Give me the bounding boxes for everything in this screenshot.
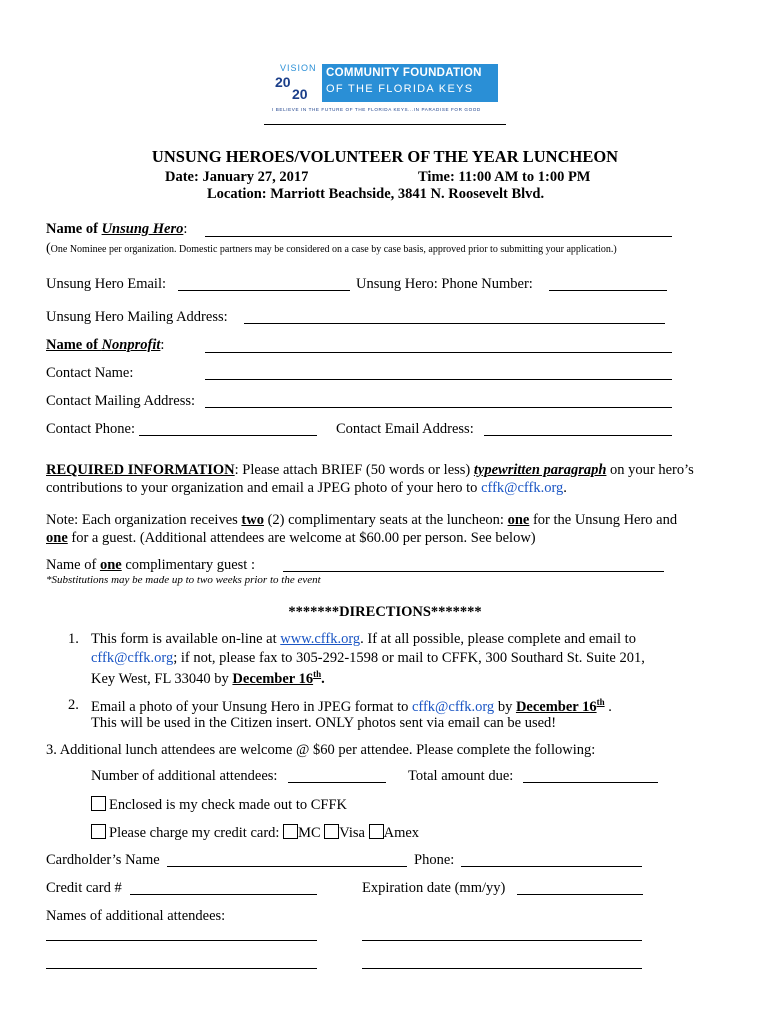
logo-name-line1: COMMUNITY FOUNDATION [326, 67, 482, 79]
credit-card-label: Credit card # [46, 880, 122, 896]
hero-mailing-field[interactable] [244, 323, 665, 324]
required-heading: REQUIRED INFORMATION [46, 462, 235, 478]
mc-checkbox[interactable] [283, 824, 298, 839]
hero-phone-label: Unsung Hero: Phone Number: [356, 276, 533, 292]
num-attendees-field[interactable] [288, 782, 386, 783]
num-attendees-label: Number of additional attendees: [91, 768, 278, 784]
hero-name-label: Name of Unsung Hero: [46, 221, 188, 237]
directions-heading: *******DIRECTIONS******* [288, 604, 482, 620]
contact-phone-field[interactable] [139, 435, 317, 436]
substitutions-note: *Substitutions may be made up to two weeks prior to the event [46, 574, 321, 586]
direction-2-line2: This will be used in the Citizen insert. ONLY photos sent via email can be used! [91, 715, 557, 731]
contact-name-label: Contact Name: [46, 365, 134, 381]
logo-vision-text: VISION [280, 63, 317, 73]
cardholder-label: Cardholder’s Name [46, 852, 160, 868]
hero-email-label: Unsung Hero Email: [46, 276, 167, 292]
attendee-name-field-1[interactable] [46, 940, 317, 941]
logo-tagline: I BELIEVE IN THE FUTURE OF THE FLORIDA KEYS...IN PARADISE FOR GOOD [272, 107, 481, 112]
note-line1: Note: Each organization receives two (2) complimentary seats at the luncheon: one for the Unsung Hero and [46, 512, 678, 528]
phone-label: Phone: [414, 852, 455, 868]
hero-email-field[interactable] [178, 290, 350, 291]
nonprofit-name-label: Name of Nonprofit: [46, 337, 165, 353]
direction-1-line3: Key West, FL 33040 by December 16th. [91, 669, 325, 687]
page-title: UNSUNG HEROES/VOLUNTEER OF THE YEAR LUNCHEON [151, 147, 619, 166]
direction-3: 3. Additional lunch attendees are welcome @ $60 per attendee. Please complete the following: [46, 742, 596, 758]
contact-mailing-label: Contact Mailing Address: [46, 393, 196, 409]
direction-1-number: 1. [68, 631, 79, 647]
hero-name-field[interactable] [205, 236, 672, 237]
event-date: Date: January 27, 2017 [165, 169, 309, 185]
direction-1-line2: cffk@cffk.org; if not, please fax to 305-292-1598 or mail to CFFK, 300 Southard St. Suite 201, [91, 650, 645, 666]
additional-names-label: Names of additional attendees: [46, 908, 226, 924]
event-location: Location: Marriott Beachside, 3841 N. Roosevelt Blvd. [207, 186, 545, 202]
logo-year-top: 20 [275, 74, 291, 90]
credit-card-field[interactable] [130, 894, 317, 895]
contact-email-label: Contact Email Address: [336, 421, 474, 437]
credit-option: Please charge my credit card: MC Visa Amex [91, 824, 419, 842]
check-checkbox[interactable] [91, 796, 106, 811]
attendee-name-field-3[interactable] [46, 968, 317, 969]
guest-label: Name of one complimentary guest : [46, 557, 255, 573]
community-foundation-logo [272, 60, 500, 118]
expiration-field[interactable] [517, 894, 643, 895]
logo-name-line2: OF THE FLORIDA KEYS [326, 83, 474, 95]
contact-name-field[interactable] [205, 379, 672, 380]
phone-field[interactable] [461, 866, 642, 867]
nominee-note: (One Nominee per organization. Domestic partners may be considered on a case by case basis, approved prior to submitting your application.) [46, 241, 617, 256]
direction-1-email-link[interactable]: cffk@cffk.org [91, 650, 174, 666]
logo-divider [264, 124, 506, 125]
contact-phone-label: Contact Phone: [46, 421, 136, 437]
contact-email-field[interactable] [484, 435, 672, 436]
direction-2-line1: Email a photo of your Unsung Hero in JPEG format to cffk@cffk.org by December 16th . [91, 697, 612, 715]
direction-2-number: 2. [68, 697, 79, 713]
check-option: Enclosed is my check made out to CFFK [91, 796, 347, 814]
website-link[interactable]: www.cffk.org [280, 631, 361, 647]
credit-checkbox[interactable] [91, 824, 106, 839]
required-info-line2: contributions to your organization and email a JPEG photo of your hero to cffk@cffk.org. [46, 480, 567, 496]
required-info-line1: REQUIRED INFORMATION: Please attach BRIEF (50 words or less) typewritten paragraph on your hero’s [46, 462, 694, 478]
cardholder-field[interactable] [167, 866, 407, 867]
event-time: Time: 11:00 AM to 1:00 PM [418, 169, 591, 185]
total-due-field[interactable] [523, 782, 658, 783]
note-line2: one for a guest. (Additional attendees are welcome at $60.00 per person. See below) [46, 530, 536, 546]
direction-1-line1: This form is available on-line at www.cffk.org. If at all possible, please complete and email to [91, 631, 636, 647]
attendee-name-field-4[interactable] [362, 968, 642, 969]
nonprofit-name-field[interactable] [205, 352, 672, 353]
visa-checkbox[interactable] [324, 824, 339, 839]
contact-mailing-field[interactable] [205, 407, 672, 408]
total-due-label: Total amount due: [408, 768, 514, 784]
required-email-link[interactable]: cffk@cffk.org [481, 480, 564, 496]
hero-phone-field[interactable] [549, 290, 667, 291]
logo-year-bottom: 20 [292, 86, 308, 102]
expiration-label: Expiration date (mm/yy) [362, 880, 506, 896]
direction-2-email-link[interactable]: cffk@cffk.org [411, 698, 495, 715]
guest-name-field[interactable] [283, 571, 664, 572]
amex-checkbox[interactable] [369, 824, 384, 839]
hero-mailing-label: Unsung Hero Mailing Address: [46, 309, 228, 325]
attendee-name-field-2[interactable] [362, 940, 642, 941]
